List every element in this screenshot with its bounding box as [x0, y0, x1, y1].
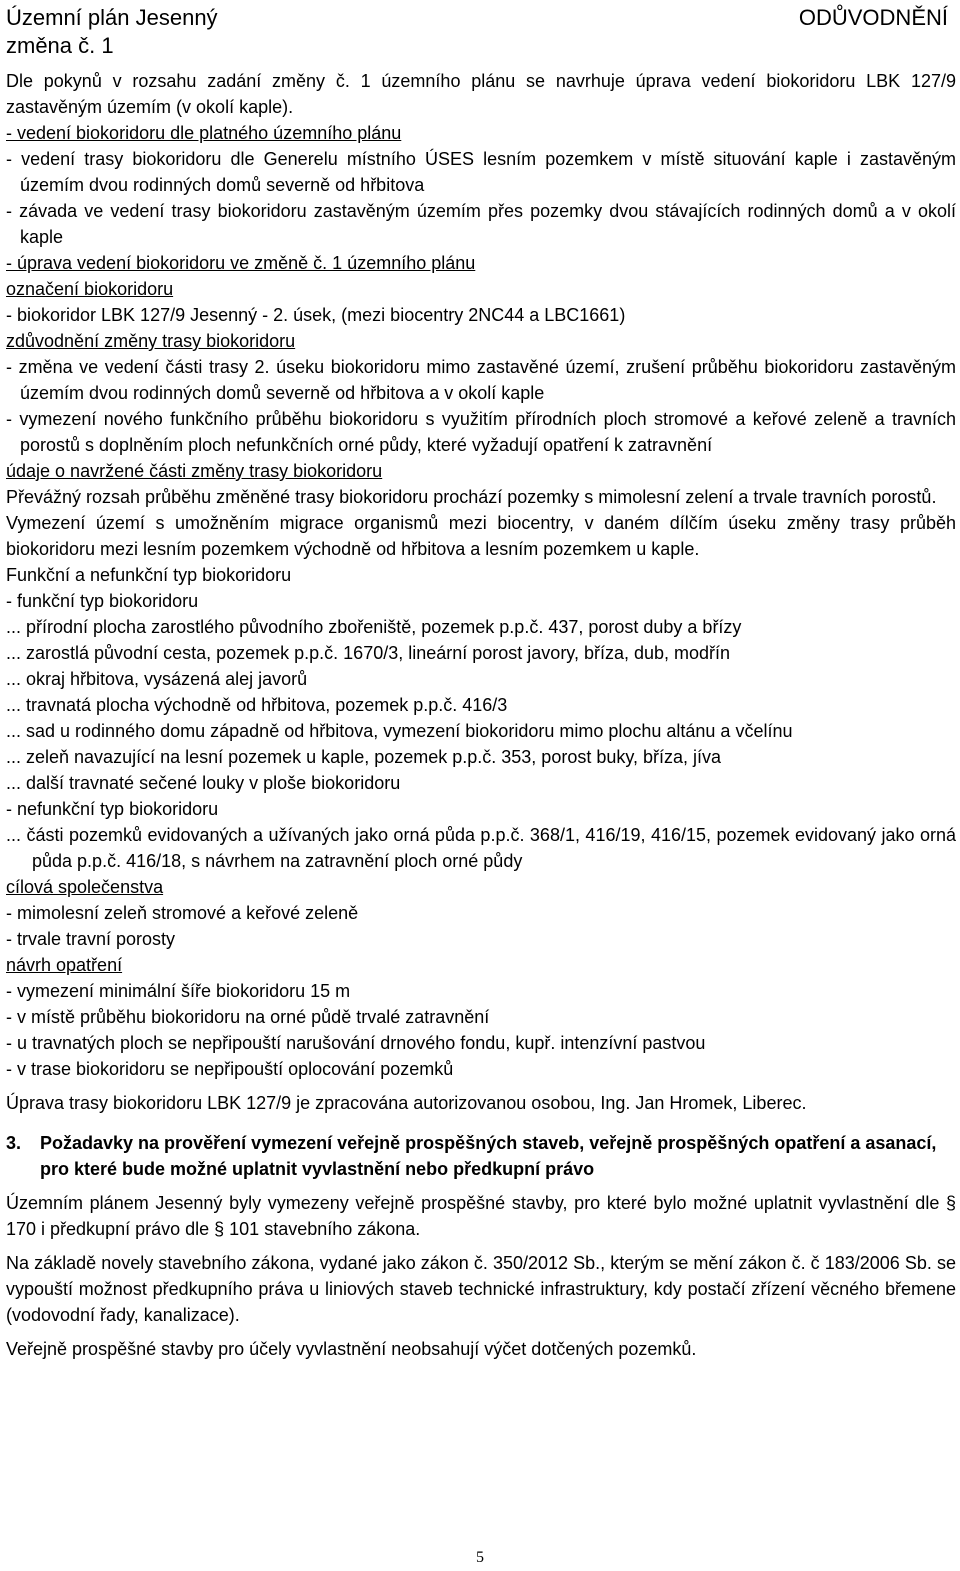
- functional-item: ... další travnaté sečené louky v ploše biokoridoru: [6, 773, 401, 793]
- document-body: [6, 68, 956, 1362]
- reason-heading: zdůvodnění změny trasy biokoridoru: [6, 331, 296, 351]
- current-route-heading: - vedení biokoridoru dle platného územního plánu: [6, 123, 402, 143]
- data-paragraph: Převážný rozsah průběhu změněné trasy biokoridoru prochází pozemky s mimolesní zelení a trvale travních porostů.: [6, 487, 937, 507]
- functional-heading: - funkční typ biokoridoru: [6, 591, 199, 611]
- section-paragraph: Územním plánem Jesenný byly vymezeny veřejně prospěšné stavby, pro které bylo možné uplatnit vyvlastnění dle § 170 i předkupní právo dle § 101 stavebního zákona.: [6, 1193, 956, 1239]
- functional-item: ... sad u rodinného domu západně od hřbitova, vymezení biokoridoru mimo plochu altánu a včelínu: [6, 721, 793, 741]
- reason-item: - vymezení nového funkčního průběhu biokoridoru s využitím přírodních ploch stromové a keřové zeleně a travních porostů s doplněním ploch nefunkčních orné půdy, které vyžadují opatření k zatravnění: [6, 409, 956, 455]
- measure-item: - v místě průběhu biokoridoru na orné půdě trvalé zatravnění: [6, 1007, 490, 1027]
- author-note: Úprava trasy biokoridoru LBK 127/9 je zpracována autorizovanou osobou, Ing. Jan Hromek, Liberec.: [6, 1093, 807, 1113]
- functional-item: ... okraj hřbitova, vysázená alej javorů: [6, 669, 308, 689]
- functional-item: ... travnatá plocha východně od hřbitova, pozemek p.p.č. 416/3: [6, 695, 508, 715]
- section-paragraph: Veřejně prospěšné stavby pro účely vyvlastnění neobsahují výčet dotčených pozemků.: [6, 1339, 697, 1359]
- target-heading: cílová společenstva: [6, 877, 164, 897]
- target-item: - mimolesní zeleň stromové a keřové zeleně: [6, 903, 359, 923]
- current-route-item: - vedení trasy biokoridoru dle Generelu místního ÚSES lesním pozemkem v místě situování kaple i zastavěným územím dvou rodinných domů severně od hřbitova: [6, 149, 956, 195]
- functional-item: ... zarostlá původní cesta, pozemek p.p.č. 1670/3, lineární porost javory, bříza, dub, modřín: [6, 643, 731, 663]
- data-heading: údaje o navržené části změny trasy biokoridoru: [6, 461, 383, 481]
- section-title: Požadavky na prověření vymezení veřejně prospěšných staveb, veřejně prospěšných opatření a asanací, pro které bude možné uplatnit vyvlastnění nebo předkupní právo: [40, 1133, 937, 1179]
- measure-item: - v trase biokoridoru se nepřipouští oplocování pozemků: [6, 1059, 454, 1079]
- plan-change-label: změna č. 1: [6, 33, 114, 58]
- page-number: 5: [476, 1549, 484, 1566]
- nonfunctional-heading: - nefunkční typ biokoridoru: [6, 799, 219, 819]
- measures-heading: návrh opatření: [6, 955, 123, 975]
- corridor-label-text: - biokoridor LBK 127/9 Jesenný - 2. úsek, (mezi biocentry 2NC44 a LBC1661): [6, 305, 626, 325]
- type-heading: Funkční a nefunkční typ biokoridoru: [6, 565, 292, 585]
- target-item: - trvale travní porosty: [6, 929, 176, 949]
- functional-item: ... přírodní plocha zarostlého původního zbořeniště, pozemek p.p.č. 437, porost duby a břízy: [6, 617, 742, 637]
- plan-title: Územní plán Jesenný: [6, 5, 218, 30]
- corridor-label-heading: označení biokoridoru: [6, 279, 174, 299]
- change-route-heading: - úprava vedení biokoridoru ve změně č. 1 územního plánu: [6, 253, 476, 273]
- measure-item: - u travnatých ploch se nepřipouští narušování drnového fondu, kupř. intenzívní pastvou: [6, 1033, 706, 1053]
- data-paragraph: Vymezení území s umožněním migrace organismů mezi biocentry, v daném dílčím úseku změny trasy průběh biokoridoru mezi lesním pozemkem východně od hřbitova a lesním pozemkem u kaple.: [6, 513, 956, 559]
- current-route-defect: - závada ve vedení trasy biokoridoru zastavěným územím přes pozemky dvou stávajících rodinných domů a v okolí kaple: [6, 201, 956, 247]
- intro-paragraph: Dle pokynů v rozsahu zadání změny č. 1 územního plánu se navrhuje úprava vedení biokoridoru LBK 127/9 zastavěným územím (v okolí kaple).: [6, 71, 956, 117]
- header-left: [6, 4, 218, 60]
- reason-item: - změna ve vedení části trasy 2. úseku biokoridoru mimo zastavěné území, zrušení průběhu biokoridoru zastavěným územím dvou rodinných domů severně od hřbitova a v okolí kaple: [6, 357, 956, 403]
- section-label: ODŮVODNĚNÍ: [798, 5, 948, 30]
- measure-item: - vymezení minimální šíře biokoridoru 15 m: [6, 981, 351, 1001]
- nonfunctional-item: ... části pozemků evidovaných a užívaných jako orná půda p.p.č. 368/1, 416/19, 416/15, pozemek evidovaný jako orná půda p.p.č. 416/18, s návrhem na zatravnění ploch orné půdy: [6, 825, 956, 871]
- section-number: 3.: [6, 1133, 22, 1153]
- section-paragraph: Na základě novely stavebního zákona, vydané jako zákon č. 350/2012 Sb., kterým se mění zákon č. č 183/2006 Sb. se vypouští možnost předkupního práva u liniových staveb technické infrastruktury, kdy postačí zřízení věcného břemene (vodovodní řady, kanalizace).: [6, 1253, 956, 1325]
- page-header: [6, 4, 954, 60]
- section-3-heading: [6, 1130, 956, 1182]
- functional-item: ... zeleň navazující na lesní pozemek u kaple, pozemek p.p.č. 353, porost buky, bříza, jíva: [6, 747, 722, 767]
